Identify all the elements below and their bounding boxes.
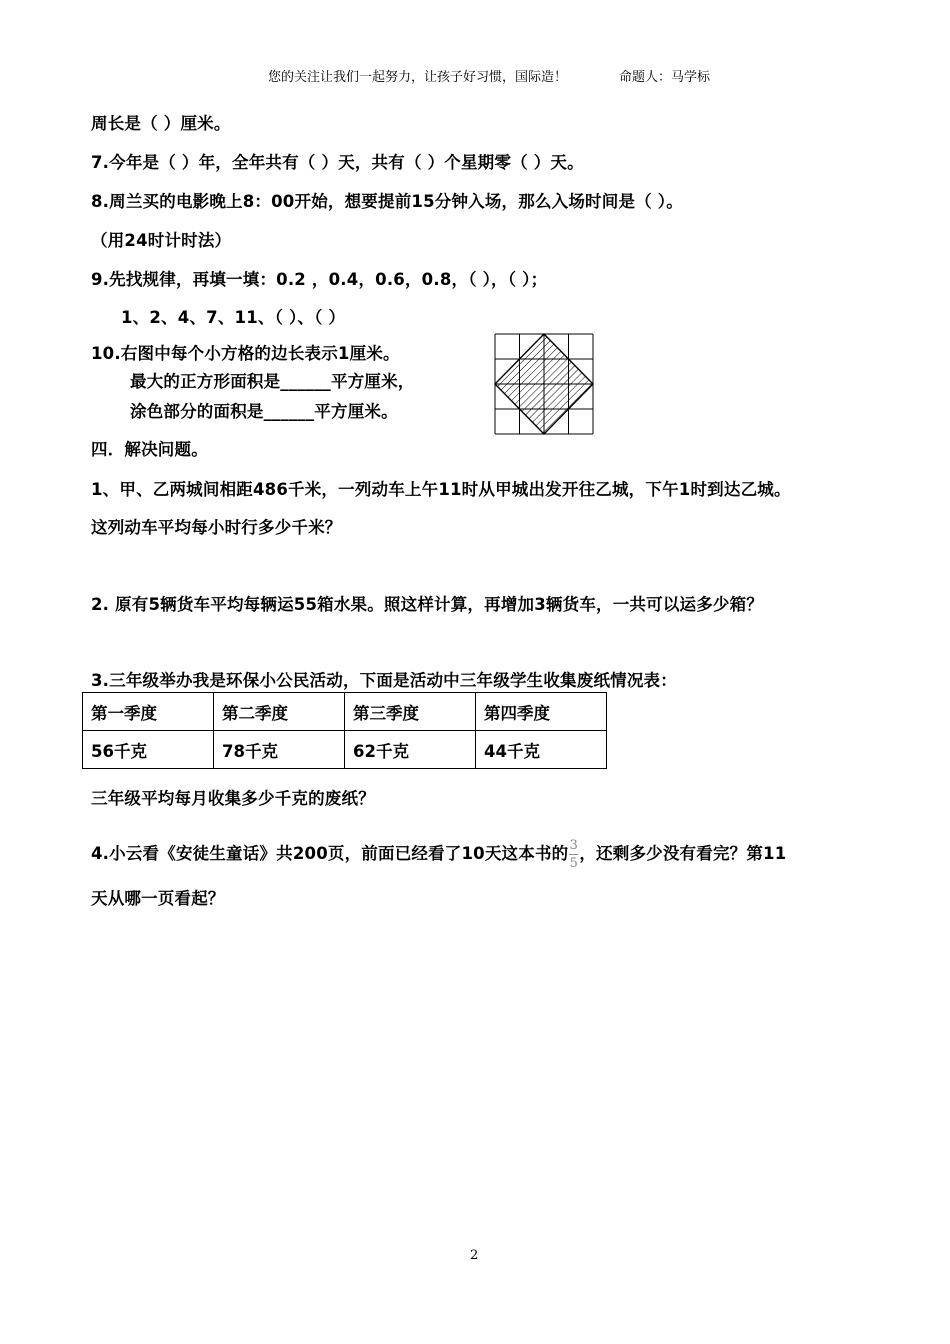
- table-row: [83, 731, 607, 769]
- table-cell: 44千克: [476, 731, 607, 769]
- q9-sequence-2: 1、2、4、7、11、（ ）、（ ）: [121, 308, 346, 327]
- problem-4-continuation: 天从哪一页看起？: [91, 889, 225, 908]
- fraction-numerator: 3: [569, 838, 579, 853]
- problem-3: 3.三年级举办我是环保小公民活动，下面是活动中三年级学生收集废纸情况表：: [91, 671, 677, 690]
- q9: 9.先找规律，再填一填：0.2 ，0.4，0.6，0.8，（ ），（ ）；: [91, 270, 548, 289]
- grid-lines: [495, 334, 593, 434]
- q7: 7.今年是（ ）年，全年共有（ ）天，共有（ ）个星期零（ ）天。: [91, 153, 584, 172]
- q6-continuation: 周长是（ ）厘米。: [91, 114, 231, 133]
- problem-4-text-a: 4.小云看《安徒生童话》共200页，前面已经看了10天这本书的: [91, 844, 569, 863]
- section-heading: 四．解决问题。: [91, 440, 208, 459]
- page-header: [268, 66, 710, 85]
- table-header-row: [83, 693, 607, 731]
- table-header-cell: 第一季度: [83, 693, 214, 731]
- problem-2: 2. 原有5辆货车平均每辆运55箱水果。照这样计算，再增加3辆货车，一共可以运多少箱？: [91, 595, 764, 614]
- fraction: [569, 838, 578, 871]
- waste-paper-table: [82, 692, 607, 769]
- problem-1: 1、甲、乙两城间相距486千米，一列动车上午11时从甲城出发开往乙城，下午1时到达乙城。: [91, 480, 791, 499]
- table-cell: 56千克: [83, 731, 214, 769]
- problem-4: [91, 838, 786, 871]
- page-number: 2: [470, 1248, 479, 1263]
- problem-1-question: 这列动车平均每小时行多少千米？: [91, 518, 342, 537]
- header-author: 命题人：马学标: [619, 70, 711, 85]
- header-slogan: 您的关注让我们一起努力，让孩子好习惯，国际造！: [268, 70, 568, 85]
- q10-area-1: 最大的正方形面积是______平方厘米，: [130, 372, 415, 391]
- fraction-denominator: 5: [569, 856, 579, 871]
- table-header-cell: 第四季度: [476, 693, 607, 731]
- table-header-cell: 第三季度: [345, 693, 476, 731]
- table-cell: 62千克: [345, 731, 476, 769]
- q8-note: （用24时计时法）: [91, 231, 232, 250]
- problem-3-question: 三年级平均每月收集多少千克的废纸？: [91, 789, 375, 808]
- q10-area-2: 涂色部分的面积是______平方厘米。: [130, 402, 398, 421]
- table-cell: 78千克: [214, 731, 345, 769]
- square-grid-figure: [494, 333, 594, 435]
- q10: 10.右图中每个小方格的边长表示1厘米。: [91, 344, 400, 363]
- fraction-bar: [569, 854, 578, 855]
- table-header-cell: 第二季度: [214, 693, 345, 731]
- q8: 8.周兰买的电影晚上8：00开始，想要提前15分钟入场，那么入场时间是（ ）。: [91, 192, 683, 211]
- problem-4-text-b: ，还剩多少没有看完？第11: [579, 844, 787, 863]
